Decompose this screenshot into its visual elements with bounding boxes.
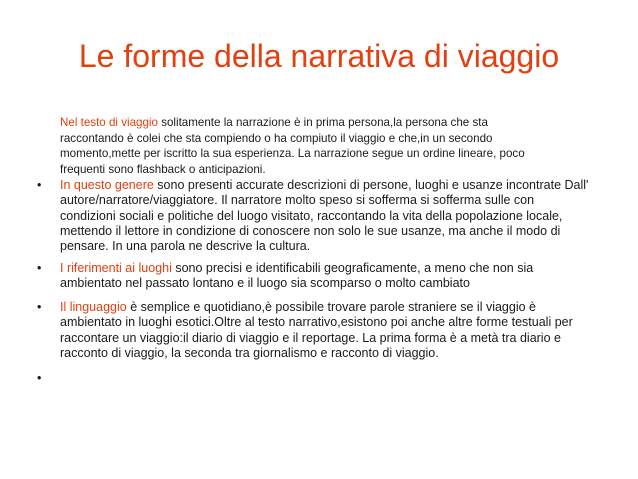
intro-line-2: raccontando è colei che sta compiendo o ha compiuto il viaggio e che,in un secondo: [60, 131, 493, 145]
intro-line-4: frequenti sono flashback o anticipazioni.: [60, 162, 266, 176]
bullet-3-highlight: Il linguaggio: [60, 300, 127, 314]
bullet-2-highlight: I riferimenti ai luoghi: [60, 261, 172, 275]
bullet-2-text: sono precisi e identificabili geograficamente, a meno che non sia: [171, 261, 534, 275]
bullet-1-line-3: condizioni sociali e politiche del luogo visitato, raccontando la vita della popolazione locale,: [60, 208, 563, 223]
bullet-3-line-1: [60, 300, 600, 315]
bullet-2-line-1: [60, 261, 600, 276]
bullet-1-line-4: mettendo il lettore in condizione di conoscere non solo le sue usanze, ma anche il modo di: [60, 223, 561, 238]
bullet-marker: •: [37, 178, 42, 192]
bullet-1-text: sono presenti accurate descrizioni di persone, luoghi e usanze incontrate Dall': [153, 178, 589, 192]
intro-line-3: momento,mette per iscritto la sua esperienza. La narrazione segue un ordine lineare, poco: [60, 147, 525, 161]
bullet-marker: •: [37, 261, 42, 275]
intro-text: solitamente la narrazione è in prima persona,la persona che sta: [157, 116, 488, 129]
bullet-paragraph-places: [60, 261, 600, 292]
bullet-marker: •: [37, 300, 42, 314]
empty-bullet-marker: •: [37, 371, 42, 385]
intro-line-1: [60, 115, 600, 131]
bullet-1-line-1: [60, 178, 600, 193]
bullet-3-text: è semplice e quotidiano,è possibile trovare parole straniere se il viaggio è: [126, 300, 536, 314]
intro-paragraph: [60, 115, 600, 177]
bullet-1-line-5: pensare. In una parola ne descrive la cultura.: [60, 239, 311, 254]
bullet-3-line-2: ambientato in luoghi esotici.Oltre al testo narrativo,esistono poi anche altre forme testuali per: [60, 315, 573, 330]
intro-highlight: Nel testo di viaggio: [60, 116, 158, 129]
bullet-paragraph-language: [60, 300, 600, 361]
bullet-2-line-2: ambientato nel passato lontano e il luogo sia scomparso o molto cambiato: [60, 276, 470, 291]
slide-title: Le forme della narrativa di viaggio: [78, 38, 560, 74]
bullet-paragraph-genre: [60, 178, 600, 254]
bullet-1-line-2: autore/narratore/viaggiatore. Il narratore molto speso si sofferma si sofferma sulle con: [60, 193, 535, 208]
bullet-1-highlight: In questo genere: [60, 178, 154, 192]
bullet-3-line-3: raccontare un viaggio:il diario di viaggio e il reportage. La prima forma è a metà tra diario e: [60, 330, 561, 345]
bullet-3-line-4: racconto di viaggio, la seconda tra giornalismo e racconto di viaggio.: [60, 345, 439, 360]
